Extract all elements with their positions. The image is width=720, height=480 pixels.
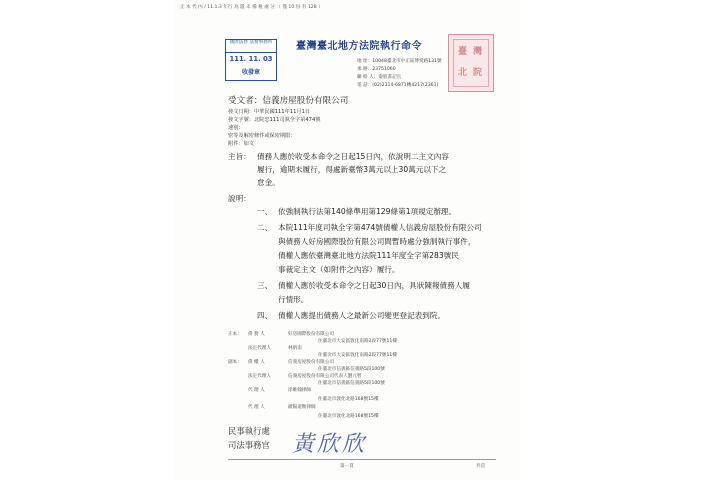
distribution-address: 住臺北市大安區敦化南路2段77號11樓	[318, 339, 397, 344]
explanation-item-line: 債權人應於收受本命令之日起30日內，具狀陳報債務人履	[278, 281, 470, 290]
distribution-address: 住臺北市大安區敦化南路2段77號11樓	[318, 353, 397, 358]
document-number: 發文字號：北院忠111司執全字第474號	[228, 117, 321, 123]
distribution-role: 法定代理人	[248, 374, 271, 379]
distribution-address: 住臺北市信義區信義路5段100號	[318, 381, 385, 386]
subject-line-3: 怠金。	[257, 178, 280, 187]
attachments: 附件：如文	[228, 141, 254, 147]
distribution-role: 代 理 人	[248, 405, 265, 410]
explanation-item-line: 事裁定主文（如附件之內容）履行。	[278, 265, 400, 274]
page-total: 共頁	[476, 464, 486, 469]
judicial-officer-title: 司法事務官	[228, 440, 270, 450]
receipt-stamp	[225, 39, 277, 81]
subject-label: 主旨：	[228, 152, 251, 161]
receipt-stamp-top: 國際法務 法務事務所	[226, 40, 276, 53]
speed-class: 速別：	[228, 125, 244, 131]
explanation-item-line: 與債務人好房國際股份有限公司間暫時處分強制執行事件，	[278, 237, 476, 246]
explanation-item-num: 二、	[257, 223, 273, 232]
distribution-name: 信義房屋股份有限公司代表人劉元智	[288, 374, 362, 379]
distribution-role: 債 務 人	[248, 332, 265, 337]
explanation-item-line: 本院111年度司執全字第474號債權人信義房屋股份有限公司	[278, 223, 482, 232]
explanation-label: 說明：	[228, 194, 251, 203]
distribution-name: 好房國際股份有限公司	[288, 332, 334, 337]
receipt-stamp-date: 111. 11. 03	[229, 55, 273, 63]
distribution-role: 法定代理人	[248, 346, 271, 351]
execution-office: 民事執行處	[228, 426, 270, 436]
subject-line-2: 履行，逾期未履行，得處新臺幣3萬元以上30萬元以下之	[257, 165, 447, 174]
distribution-name: 信義房屋股份有限公司	[288, 360, 334, 365]
contact-phone: 電 話：(02)2314-6871轉4217(2361)	[357, 83, 439, 88]
receipt-stamp-label: 收發章	[241, 69, 260, 76]
explanation-item-line: 債權人應提出債務人之最新公司變更登記表到院。	[278, 311, 446, 320]
distribution-address: 住臺北市信義區信義路5段100號	[318, 367, 385, 372]
contact-address: 地 址：10048臺北市中正區博愛路131號	[357, 59, 442, 64]
distribution-prefix: 副本：	[228, 360, 242, 365]
explanation-item-num: 四、	[257, 311, 273, 320]
explanation-item-num: 一、	[257, 207, 273, 216]
distribution-address: 住臺北市敦化北路168號15樓	[318, 397, 379, 402]
confidentiality: 密等及解密條件或保密期限：	[228, 133, 296, 139]
contact-handler: 承 辦：23751060	[357, 67, 396, 72]
issue-date: 發文日期：中華民國111年11月1日	[228, 109, 311, 115]
page-number: 第一頁	[340, 464, 354, 469]
document-title: 臺灣臺北地方法院執行命令	[296, 41, 422, 52]
distribution-name: 林炳南	[288, 346, 302, 351]
distribution-prefix: 正本：	[228, 332, 242, 337]
distribution-address: 住臺北市敦化北路168號15樓	[318, 414, 379, 419]
distribution-name: 歐陽道衡律師	[288, 405, 316, 410]
explanation-item-num: 三、	[257, 281, 273, 290]
footer-divider	[228, 459, 496, 460]
explanation-item-line: 行情形。	[278, 295, 309, 304]
explanation-item-line: 債權人應依臺灣臺北地方法院111年度全字第283號民	[278, 251, 459, 260]
signature: 黃欣欣	[292, 432, 368, 457]
recipient: 受文者：信義房屋股份有限公司	[228, 96, 349, 106]
distribution-role: 代 理 人	[248, 388, 265, 393]
header-note: 正 本 代 內 / 11.1.3 年行 為 隱 未 備 稅 處 分 （ 僅 10 份 有 128 ）	[180, 5, 323, 10]
distribution-name: 徐維翰律師	[288, 388, 311, 393]
explanation-item-line: 依強制執行法第140條準用第129條第1項規定辦理。	[278, 207, 457, 216]
contact-person: 聯 絡 人：秦股書記官	[357, 75, 402, 80]
subject-line-1: 債務人應於收受本命令之日起15日內，依說明二主文內容	[257, 152, 449, 161]
court-seal-icon: 臺 灣 北 院	[448, 34, 494, 92]
distribution-role: 債 權 人	[248, 360, 265, 365]
